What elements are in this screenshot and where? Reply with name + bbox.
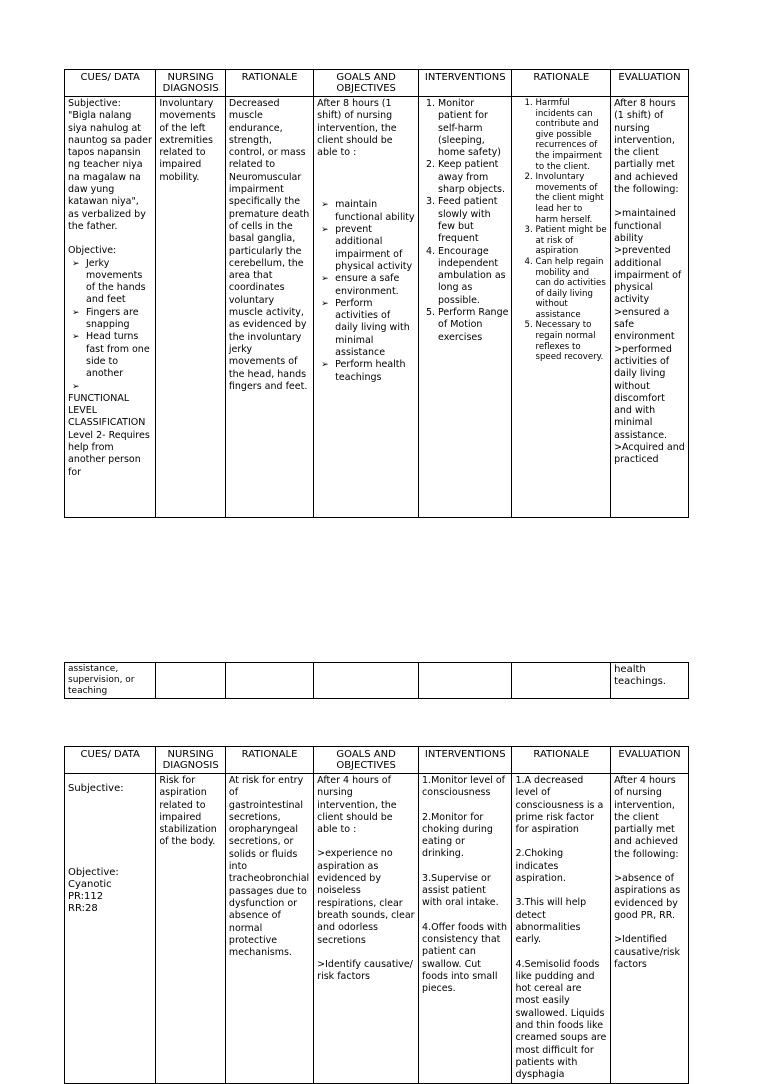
header-interventions: INTERVENTIONS bbox=[419, 747, 512, 774]
interventions-list bbox=[422, 98, 508, 344]
rationale-2-item: 1. Harmful incidents can contribute and give possible recurrences of the impairment to the client. bbox=[535, 98, 607, 172]
goals-cell bbox=[314, 97, 419, 518]
goals-intro: After 8 hours (1 shift) of nursing intervention, the client should be able to : bbox=[317, 98, 397, 159]
cues-cell bbox=[65, 774, 156, 1084]
header-rationale: RATIONALE bbox=[225, 70, 313, 97]
rationale-2-item: 3.This will help detect abnormalities early. bbox=[515, 897, 587, 946]
empty-cell bbox=[225, 663, 313, 699]
intervention-item: 4.Offer foods with consistency that patient can swallow. Cut foods into small pieces. bbox=[422, 921, 508, 995]
interventions-cell bbox=[419, 97, 512, 518]
interventions-cell bbox=[419, 774, 512, 1084]
empty-cell bbox=[314, 663, 419, 699]
rationale-2-item: 1.A decreased level of consciousness is a prime risk factor for aspiration bbox=[515, 775, 604, 836]
rationale-cell bbox=[225, 97, 313, 518]
rationale-2-cell bbox=[512, 97, 611, 518]
intervention-item: 2. Keep patient away from sharp objects. bbox=[438, 159, 508, 196]
continuation-row bbox=[65, 663, 689, 699]
care-plan-table-1 bbox=[64, 69, 689, 518]
header-evaluation: EVALUATION bbox=[611, 747, 689, 774]
intervention-item: 5. Perform Range of Motion exercises bbox=[438, 307, 508, 344]
plan-row bbox=[65, 774, 689, 1084]
rationale-2-item: 2. Involuntary movements of the client might lead her to harm herself. bbox=[535, 172, 607, 225]
header-diagnosis: NURSING DIAGNOSIS bbox=[156, 747, 226, 774]
evaluation-item: >prevented additional impairment of physical activity bbox=[614, 245, 682, 306]
goals-list bbox=[317, 199, 415, 383]
diagnosis-cell bbox=[156, 97, 226, 518]
evaluation-text: After 8 hours (1 shift) of nursing intervention, the client partially met and achieved the following: bbox=[614, 98, 679, 196]
plan-row bbox=[65, 97, 689, 518]
objective-item: ➢ Fingers are snapping bbox=[86, 307, 152, 332]
empty-cell bbox=[419, 663, 512, 699]
empty-cell bbox=[512, 663, 611, 699]
header-cues: CUES/ DATA bbox=[65, 747, 156, 774]
evaluation-cell bbox=[611, 97, 689, 518]
cues-continued: assistance, supervision, or teaching bbox=[65, 663, 156, 699]
header-interventions: INTERVENTIONS bbox=[419, 70, 512, 97]
rationale-2-item: 2.Choking indicates aspiration. bbox=[515, 848, 566, 885]
functional-level-text: Level 2- Requires help from another person for bbox=[68, 429, 150, 478]
empty-cell bbox=[156, 663, 226, 699]
rationale-text: Decreased muscle endurance, strength, control, or mass related to Neuromuscular impairment specifically the premature death of cells in the basal ganglia, particularly the cerebellum, the area that coordinates voluntary muscle activity, as evidenced by the involuntary jerky movements of the head, hands fingers and feet. bbox=[228, 98, 310, 392]
subjective-label: Subjective: bbox=[68, 98, 121, 109]
intervention-item: 4. Encourage independent ambulation as long as possible. bbox=[438, 246, 508, 307]
objective-line: Cyanotic bbox=[68, 879, 112, 890]
rationale-2-cell bbox=[512, 774, 611, 1084]
header-cues: CUES/ DATA bbox=[65, 70, 156, 97]
subjective-text: "Bigla nalang siya nahulog at nauntog sa pader tapos napansin ng teacher niya na magalaw na daw yung katawan niya", as verbalized by the father. bbox=[68, 110, 152, 232]
evaluation-item: >Acquired and practiced bbox=[614, 442, 685, 466]
evaluation-continued: health teachings. bbox=[611, 663, 689, 699]
intervention-item: 2.Monitor for choking during eating or drinking. bbox=[422, 811, 493, 860]
subjective-label: Subjective: bbox=[68, 783, 124, 794]
rationale-2-item: 5. Necessary to regain normal reflexes to speed recovery. bbox=[535, 320, 607, 362]
intervention-item: 1. Monitor patient for self-harm (sleeping, home safety) bbox=[438, 98, 508, 159]
rationale-cell bbox=[225, 774, 313, 1084]
rationale-text: At risk for entry of gastrointestinal secretions, oropharyngeal secretions, or solids or fluids into tracheobronchial passages due to dysfunction or absence of normal protective mechanisms. bbox=[228, 775, 310, 959]
rationale-2-item: 4. Can help regain mobility and can do activities of daily living without assistance bbox=[535, 257, 607, 321]
header-row bbox=[65, 747, 689, 774]
diagnosis-text: Involuntary movements of the left extremities related to impaired mobility. bbox=[159, 98, 216, 183]
header-goals: GOALS AND OBJECTIVES bbox=[314, 70, 419, 97]
evaluation-cell bbox=[611, 774, 689, 1084]
goals-item: >experience no aspiration as evidenced by noiseless respirations, clear breath sounds, clear and odorless secretions bbox=[317, 848, 415, 946]
header-goals: GOALS AND OBJECTIVES bbox=[314, 747, 419, 774]
header-row bbox=[65, 70, 689, 97]
objective-list bbox=[68, 258, 152, 393]
evaluation-item: >maintained functional ability bbox=[614, 208, 676, 244]
objective-item: ➢ Jerky movements of the hands and feet bbox=[86, 258, 152, 307]
rationale-2-item: 4.Semisolid foods like pudding and hot cereal are most easily swallowed. Liquids and thin foods like creamed soups are most difficult for patients with dysphagia bbox=[515, 958, 607, 1081]
diagnosis-cell bbox=[156, 774, 226, 1084]
intervention-item: 1.Monitor level of consciousness bbox=[422, 775, 505, 799]
objective-line: RR:28 bbox=[68, 903, 98, 914]
objective-label: Objective: bbox=[68, 245, 117, 257]
goal-item: ➢ maintain functional ability bbox=[335, 199, 415, 224]
goals-item: >Identify causative/ risk factors bbox=[317, 958, 413, 983]
intervention-item: 3.Supervise or assist patient with oral intake. bbox=[422, 872, 499, 909]
objective-line: PR:112 bbox=[68, 891, 104, 902]
objective-label: Objective: bbox=[68, 867, 119, 878]
objective-item: ➢ Head turns fast from one side to another bbox=[86, 331, 152, 380]
goals-intro: After 4 hours of nursing intervention, the client should be able to : bbox=[317, 775, 397, 836]
goal-item: ➢ prevent additional impairment of physical activity bbox=[335, 224, 415, 273]
evaluation-item: >performed activities of daily living without discomfort and with minimal assistance. bbox=[614, 343, 672, 441]
goal-item: ➢ ensure a safe environment. bbox=[335, 273, 415, 298]
objective-item bbox=[86, 381, 152, 393]
header-rationale: RATIONALE bbox=[225, 747, 313, 774]
intervention-item: 3. Feed patient slowly with few but frequent bbox=[438, 196, 508, 245]
goals-cell bbox=[314, 774, 419, 1084]
care-plan-table-2 bbox=[64, 746, 689, 1084]
evaluation-item: >Identified causative/risk factors bbox=[614, 934, 680, 970]
diagnosis-text: Risk for aspiration related to impaired stabilization of the body. bbox=[159, 775, 217, 848]
rationale-2-item: 3. Patient might be at risk of aspiration bbox=[535, 225, 607, 257]
evaluation-item: >absence of aspirations as evidenced by good PR, RR. bbox=[614, 873, 681, 921]
rationale-2-list bbox=[515, 98, 607, 363]
goal-item: ➢ Perform health teachings bbox=[335, 359, 415, 384]
header-rationale-2: RATIONALE bbox=[512, 70, 611, 97]
evaluation-text: After 4 hours of nursing intervention, the client partially met and achieved the following: bbox=[614, 775, 679, 860]
cues-cell bbox=[65, 97, 156, 518]
header-evaluation: EVALUATION bbox=[611, 70, 689, 97]
goal-item: ➢ Perform activities of daily living with minimal assistance bbox=[335, 298, 415, 359]
evaluation-item: >ensured a safe environment bbox=[614, 306, 675, 343]
header-rationale-2: RATIONALE bbox=[512, 747, 611, 774]
functional-level-heading: FUNCTIONAL LEVEL CLASSIFICATION bbox=[68, 392, 146, 429]
header-diagnosis: NURSING DIAGNOSIS bbox=[156, 70, 226, 97]
care-plan-table-1-continuation bbox=[64, 662, 689, 699]
